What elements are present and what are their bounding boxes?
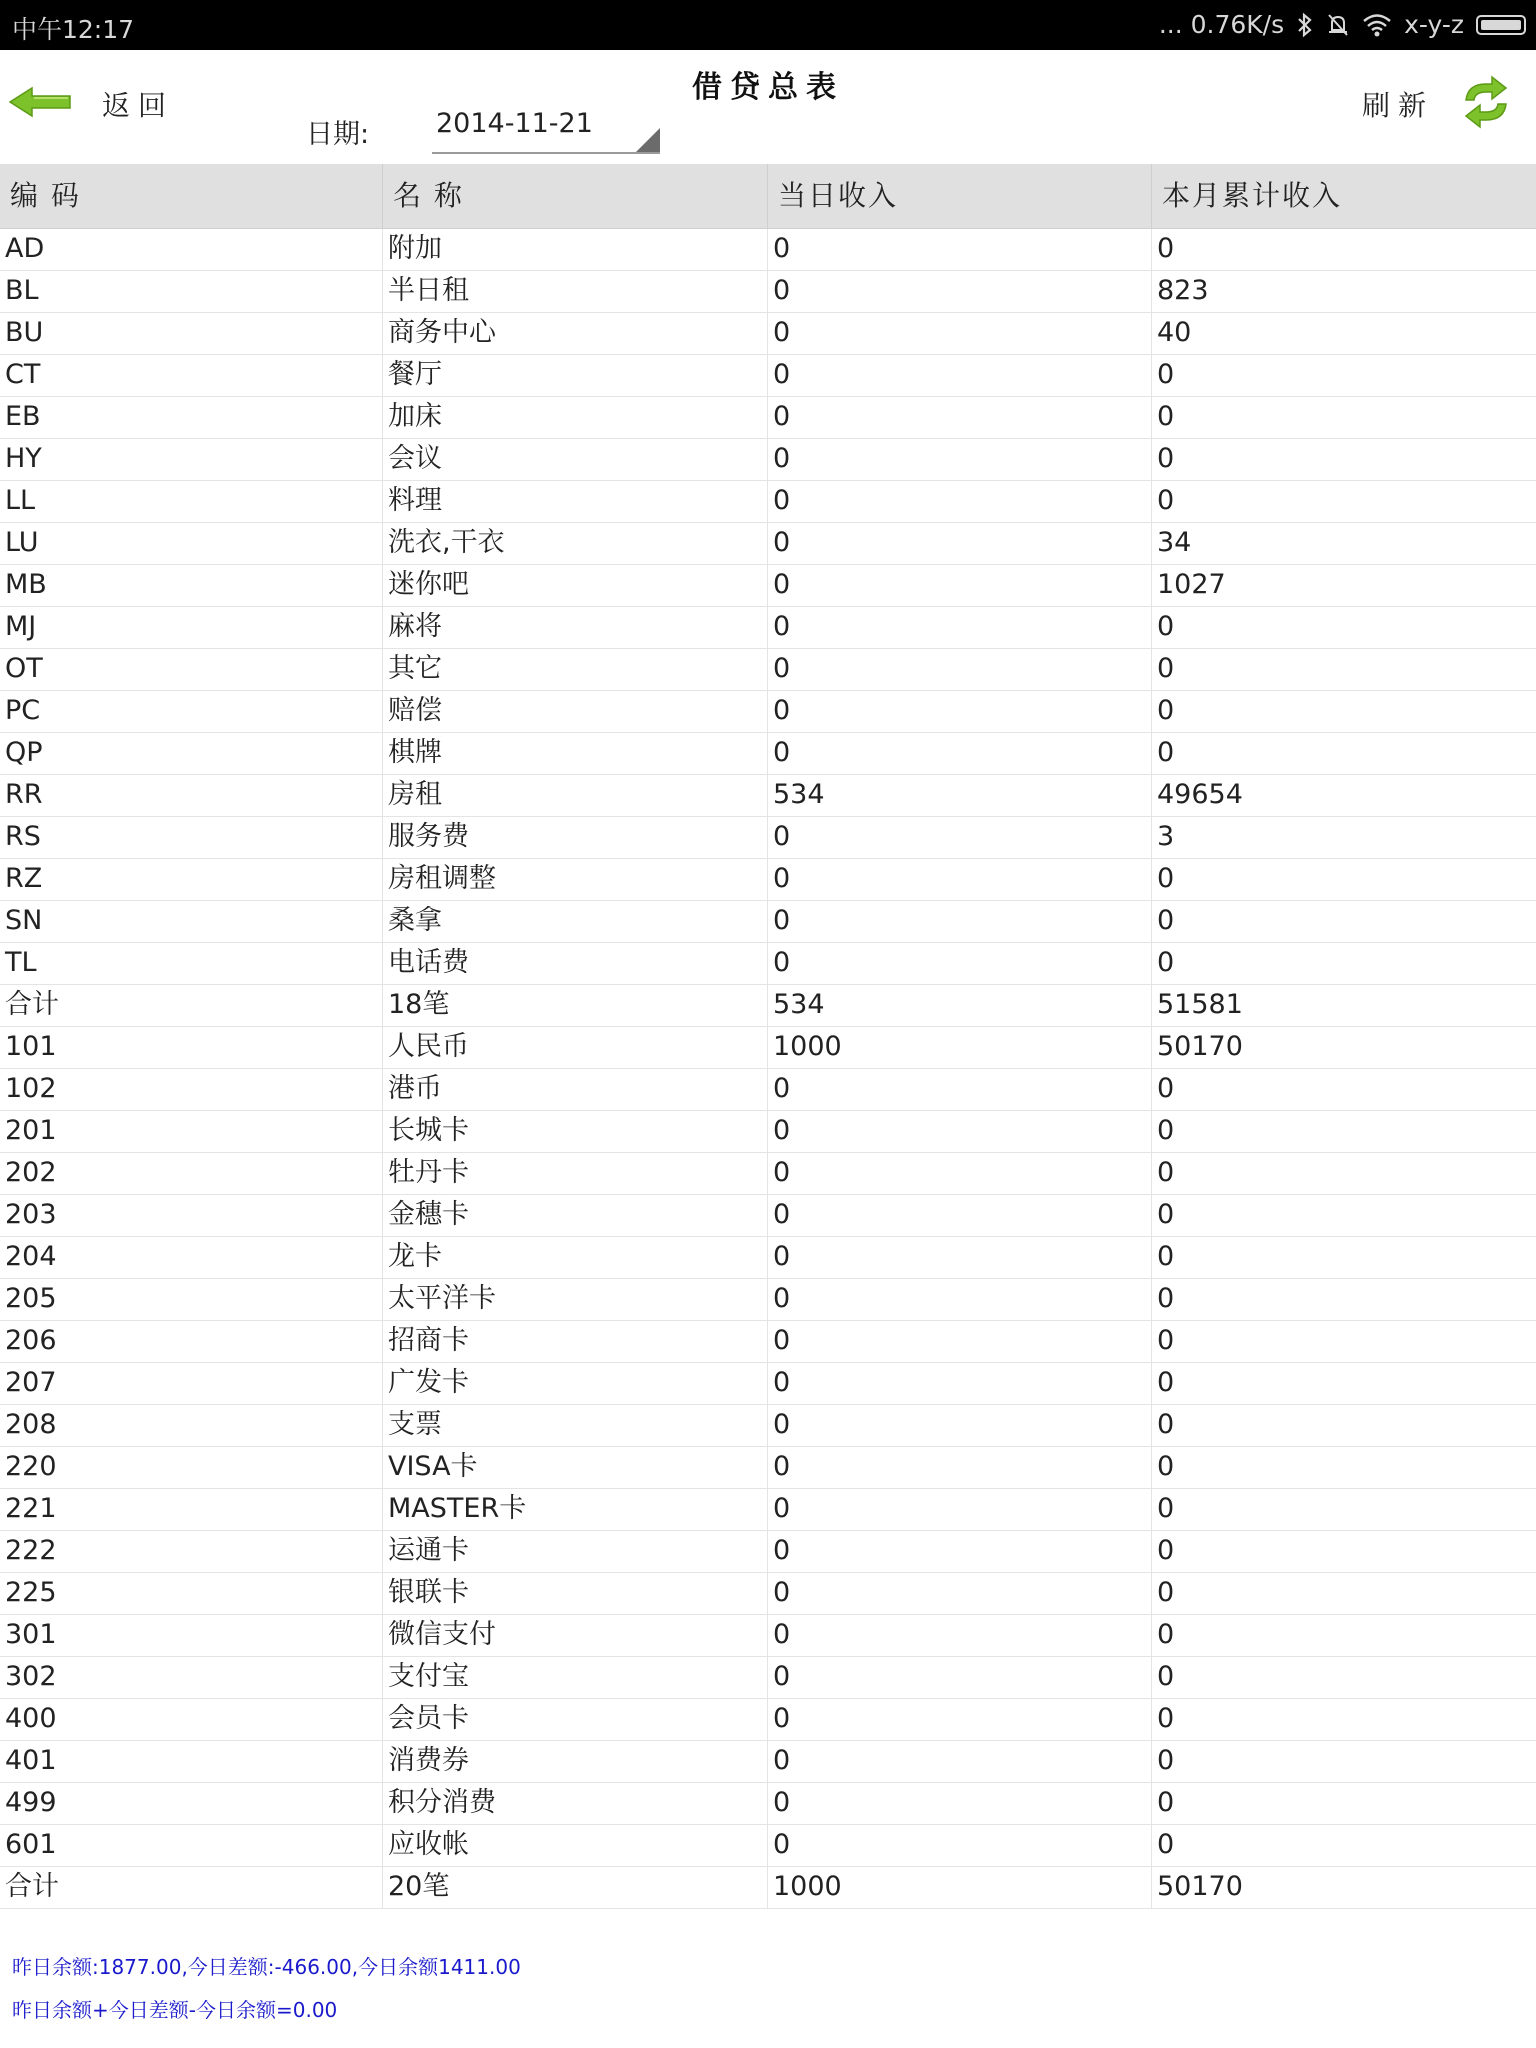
- cell-name: 服务费: [383, 817, 768, 858]
- cell-code: 205: [0, 1279, 383, 1320]
- cell-monthly-income: 51581: [1157, 989, 1243, 1020]
- cell-name: 迷你吧: [383, 565, 768, 606]
- cell-daily-income: 0: [768, 1615, 1152, 1656]
- table-row: [0, 775, 1536, 817]
- table-row: [0, 1489, 1536, 1531]
- cell-name: 餐厅: [383, 355, 768, 396]
- status-icons: [1159, 10, 1526, 39]
- app-header: [0, 50, 1536, 164]
- status-bar: [0, 0, 1536, 50]
- balance-summary: 昨日余额:1877.00,今日差额:-466.00,今日余额1411.00: [12, 1955, 521, 1979]
- cell-code: PC: [0, 691, 383, 732]
- table-row: [0, 1195, 1536, 1237]
- cell-name: 广发卡: [383, 1363, 768, 1404]
- table-row: [0, 817, 1536, 859]
- cell-monthly-income: 34: [1157, 527, 1192, 558]
- cell-code: CT: [0, 355, 383, 396]
- cell-code: 201: [0, 1111, 383, 1152]
- cell-daily-income: 0: [768, 481, 1152, 522]
- cell-name: 龙卡: [383, 1237, 768, 1278]
- cell-code: RZ: [0, 859, 383, 900]
- cell-daily-income: 0: [768, 439, 1152, 480]
- cell-code: EB: [0, 397, 383, 438]
- refresh-icon: [1458, 74, 1514, 134]
- cell-monthly-income: 40: [1157, 317, 1192, 348]
- cell-daily-income: 0: [768, 1195, 1152, 1236]
- table-row: [0, 1741, 1536, 1783]
- cell-monthly-income: 0: [1157, 401, 1175, 432]
- table-row: [0, 229, 1536, 271]
- table-row: [0, 1531, 1536, 1573]
- cell-name: 其它: [383, 649, 768, 690]
- cell-name: 招商卡: [383, 1321, 768, 1362]
- cell-daily-income: 0: [768, 565, 1152, 606]
- table-row: [0, 313, 1536, 355]
- cell-daily-income: 0: [768, 397, 1152, 438]
- cell-code: 208: [0, 1405, 383, 1446]
- cell-daily-income: 0: [768, 649, 1152, 690]
- cell-daily-income: 0: [768, 1279, 1152, 1320]
- cell-daily-income: 0: [768, 1489, 1152, 1530]
- cell-code: 222: [0, 1531, 383, 1572]
- cell-daily-income: 0: [768, 607, 1152, 648]
- cell-daily-income: 534: [768, 775, 1152, 816]
- cell-monthly-income: 50170: [1157, 1031, 1243, 1062]
- cell-code: RS: [0, 817, 383, 858]
- wifi-icon: [1362, 13, 1392, 37]
- cell-monthly-income: 0: [1157, 233, 1175, 264]
- cell-code: BL: [0, 271, 383, 312]
- cell-monthly-income: 0: [1157, 1199, 1175, 1230]
- table-row: [0, 355, 1536, 397]
- table-row: [0, 1237, 1536, 1279]
- cell-code: 601: [0, 1825, 383, 1866]
- table-row: [0, 1027, 1536, 1069]
- cell-code: OT: [0, 649, 383, 690]
- cell-monthly-income: 50170: [1157, 1871, 1243, 1902]
- cell-daily-income: 0: [768, 1657, 1152, 1698]
- cell-monthly-income: 0: [1157, 1283, 1175, 1314]
- table-row: [0, 607, 1536, 649]
- cell-name: 棋牌: [383, 733, 768, 774]
- table-row: [0, 1069, 1536, 1111]
- cell-daily-income: 0: [768, 355, 1152, 396]
- cell-name: 消费券: [383, 1741, 768, 1782]
- cell-monthly-income: 0: [1157, 1073, 1175, 1104]
- table-row: [0, 733, 1536, 775]
- cell-monthly-income: 0: [1157, 611, 1175, 642]
- cell-name: 桑拿: [383, 901, 768, 942]
- date-dropdown[interactable]: [432, 98, 660, 154]
- cell-daily-income: 0: [768, 271, 1152, 312]
- table-row: [0, 1615, 1536, 1657]
- cell-monthly-income: 0: [1157, 1703, 1175, 1734]
- cell-code: AD: [0, 229, 383, 270]
- page-title: 借贷总表: [692, 70, 844, 105]
- cell-name: 加床: [383, 397, 768, 438]
- cell-name: 积分消费: [383, 1783, 768, 1824]
- cell-name: 房租调整: [383, 859, 768, 900]
- cell-monthly-income: 0: [1157, 863, 1175, 894]
- cell-daily-income: 0: [768, 1153, 1152, 1194]
- cell-daily-income: 1000: [768, 1027, 1152, 1068]
- table-row: [0, 1447, 1536, 1489]
- cell-code: 220: [0, 1447, 383, 1488]
- cell-daily-income: 0: [768, 229, 1152, 270]
- cell-daily-income: 0: [768, 1111, 1152, 1152]
- cell-monthly-income: 823: [1157, 275, 1209, 306]
- cell-code: 401: [0, 1741, 383, 1782]
- cell-code: 合计: [0, 985, 383, 1026]
- cell-monthly-income: 49654: [1157, 779, 1243, 810]
- table-row: [0, 691, 1536, 733]
- cell-monthly-income: 0: [1157, 1745, 1175, 1776]
- cell-monthly-income: 0: [1157, 1787, 1175, 1818]
- table-row: [0, 943, 1536, 985]
- table-row: [0, 1405, 1536, 1447]
- cell-code: 101: [0, 1027, 383, 1068]
- cell-name: 洗衣,干衣: [383, 523, 768, 564]
- cell-monthly-income: 1027: [1157, 569, 1226, 600]
- cell-name: 牡丹卡: [383, 1153, 768, 1194]
- table-row: [0, 1153, 1536, 1195]
- cell-name: VISA卡: [383, 1447, 768, 1488]
- cell-monthly-income: 0: [1157, 443, 1175, 474]
- ledger-table: [0, 164, 1536, 1909]
- cell-name: 半日租: [383, 271, 768, 312]
- cell-code: 203: [0, 1195, 383, 1236]
- table-row: [0, 649, 1536, 691]
- table-row: [0, 523, 1536, 565]
- cell-name: 麻将: [383, 607, 768, 648]
- cell-daily-income: 0: [768, 1447, 1152, 1488]
- cell-code: LU: [0, 523, 383, 564]
- cell-code: 202: [0, 1153, 383, 1194]
- cell-code: 206: [0, 1321, 383, 1362]
- cell-code: 204: [0, 1237, 383, 1278]
- refresh-label: 刷新: [1361, 89, 1434, 122]
- table-row: [0, 1321, 1536, 1363]
- cell-daily-income: 0: [768, 1825, 1152, 1866]
- cell-daily-income: 0: [768, 733, 1152, 774]
- cell-name: 人民币: [383, 1027, 768, 1068]
- cell-daily-income: 0: [768, 1699, 1152, 1740]
- cell-name: 商务中心: [383, 313, 768, 354]
- balance-check: 昨日余额+今日差额-今日余额=0.00: [12, 1998, 338, 2022]
- cell-monthly-income: 0: [1157, 1409, 1175, 1440]
- cell-daily-income: 0: [768, 1363, 1152, 1404]
- cell-code: 102: [0, 1069, 383, 1110]
- date-value: 2014-11-21: [436, 108, 593, 139]
- table-row: [0, 1363, 1536, 1405]
- cell-name: 房租: [383, 775, 768, 816]
- battery-icon: [1476, 15, 1526, 35]
- table-header: [0, 164, 1536, 229]
- table-row: [0, 271, 1536, 313]
- table-row: [0, 985, 1536, 1027]
- cell-daily-income: 0: [768, 1069, 1152, 1110]
- cell-name: 太平洋卡: [383, 1279, 768, 1320]
- cell-monthly-income: 0: [1157, 359, 1175, 390]
- cell-code: 221: [0, 1489, 383, 1530]
- cell-name: 微信支付: [383, 1615, 768, 1656]
- cell-monthly-income: 0: [1157, 1661, 1175, 1692]
- cell-monthly-income: 0: [1157, 1451, 1175, 1482]
- cell-monthly-income: 0: [1157, 1493, 1175, 1524]
- cell-monthly-income: 0: [1157, 1535, 1175, 1566]
- table-row: [0, 439, 1536, 481]
- cell-code: 302: [0, 1657, 383, 1698]
- table-row: [0, 1111, 1536, 1153]
- table-row: [0, 1699, 1536, 1741]
- cell-monthly-income: 0: [1157, 1157, 1175, 1188]
- cell-name: 运通卡: [383, 1531, 768, 1572]
- cell-monthly-income: 0: [1157, 1241, 1175, 1272]
- column-header-daily-income: 当日收入: [768, 164, 1152, 228]
- cell-monthly-income: 0: [1157, 737, 1175, 768]
- cell-code: MB: [0, 565, 383, 606]
- table-row: [0, 397, 1536, 439]
- cell-daily-income: 0: [768, 901, 1152, 942]
- cell-daily-income: 0: [768, 1321, 1152, 1362]
- status-time: 中午12:17: [12, 15, 135, 44]
- cell-monthly-income: 0: [1157, 1367, 1175, 1398]
- cell-daily-income: 0: [768, 313, 1152, 354]
- table-row: [0, 1573, 1536, 1615]
- cell-name: 料理: [383, 481, 768, 522]
- column-header-monthly-income: 本月累计收入: [1162, 179, 1343, 212]
- cell-daily-income: 0: [768, 1531, 1152, 1572]
- cell-daily-income: 0: [768, 523, 1152, 564]
- cell-daily-income: 0: [768, 1237, 1152, 1278]
- cell-daily-income: 1000: [768, 1867, 1152, 1908]
- cell-code: 400: [0, 1699, 383, 1740]
- cell-name: 会员卡: [383, 1699, 768, 1740]
- cell-code: QP: [0, 733, 383, 774]
- cell-daily-income: 0: [768, 859, 1152, 900]
- cell-name: 应收帐: [383, 1825, 768, 1866]
- cell-monthly-income: 0: [1157, 905, 1175, 936]
- cell-name: 会议: [383, 439, 768, 480]
- cell-name: 长城卡: [383, 1111, 768, 1152]
- cell-monthly-income: 0: [1157, 1325, 1175, 1356]
- table-row: [0, 481, 1536, 523]
- cell-daily-income: 0: [768, 1783, 1152, 1824]
- table-row: [0, 859, 1536, 901]
- table-row: [0, 1657, 1536, 1699]
- cell-name: 银联卡: [383, 1573, 768, 1614]
- table-body: [0, 229, 1536, 1909]
- table-row: [0, 1783, 1536, 1825]
- cell-name: 附加: [383, 229, 768, 270]
- table-row: [0, 1825, 1536, 1867]
- cell-code: RR: [0, 775, 383, 816]
- table-row: [0, 901, 1536, 943]
- cell-daily-income: 0: [768, 943, 1152, 984]
- cell-name: 港币: [383, 1069, 768, 1110]
- table-row: [0, 1867, 1536, 1909]
- cell-name: 赔偿: [383, 691, 768, 732]
- cell-name: 18笔: [383, 985, 768, 1026]
- cell-name: 电话费: [383, 943, 768, 984]
- cell-daily-income: 0: [768, 1741, 1152, 1782]
- cell-daily-income: 0: [768, 1573, 1152, 1614]
- cell-daily-income: 0: [768, 691, 1152, 732]
- cell-code: HY: [0, 439, 383, 480]
- refresh-button[interactable]: [1362, 74, 1514, 134]
- table-row: [0, 1279, 1536, 1321]
- cell-monthly-income: 0: [1157, 947, 1175, 978]
- cell-name: 支票: [383, 1405, 768, 1446]
- cell-name: MASTER卡: [383, 1489, 768, 1530]
- bluetooth-icon: [1296, 12, 1314, 38]
- cell-name: 20笔: [383, 1867, 768, 1908]
- cell-code: 499: [0, 1783, 383, 1824]
- column-header-name: 名 称: [383, 164, 768, 228]
- cell-code: 225: [0, 1573, 383, 1614]
- cell-monthly-income: 0: [1157, 1619, 1175, 1650]
- back-label: 返回: [102, 89, 175, 122]
- date-label: 日期:: [306, 119, 370, 150]
- dropdown-corner-icon: [636, 128, 660, 152]
- cell-code: MJ: [0, 607, 383, 648]
- table-row: [0, 565, 1536, 607]
- column-header-code: 编 码: [0, 164, 383, 228]
- cell-monthly-income: 0: [1157, 1829, 1175, 1860]
- cell-daily-income: 0: [768, 817, 1152, 858]
- carrier-name: x-y-z: [1404, 10, 1464, 39]
- cell-monthly-income: 3: [1157, 821, 1175, 852]
- cell-monthly-income: 0: [1157, 695, 1175, 726]
- cell-code: 207: [0, 1363, 383, 1404]
- cell-monthly-income: 0: [1157, 1577, 1175, 1608]
- cell-code: 301: [0, 1615, 383, 1656]
- cell-code: TL: [0, 943, 383, 984]
- silent-icon: [1326, 12, 1350, 38]
- cell-monthly-income: 0: [1157, 1115, 1175, 1146]
- network-speed: ... 0.76K/s: [1158, 10, 1285, 39]
- cell-daily-income: 0: [768, 1405, 1152, 1446]
- cell-code: LL: [0, 481, 383, 522]
- cell-monthly-income: 0: [1157, 485, 1175, 516]
- cell-code: SN: [0, 901, 383, 942]
- cell-monthly-income: 0: [1157, 653, 1175, 684]
- cell-code: BU: [0, 313, 383, 354]
- cell-daily-income: 534: [768, 985, 1152, 1026]
- cell-name: 金穗卡: [383, 1195, 768, 1236]
- cell-name: 支付宝: [383, 1657, 768, 1698]
- cell-code: 合计: [0, 1867, 383, 1908]
